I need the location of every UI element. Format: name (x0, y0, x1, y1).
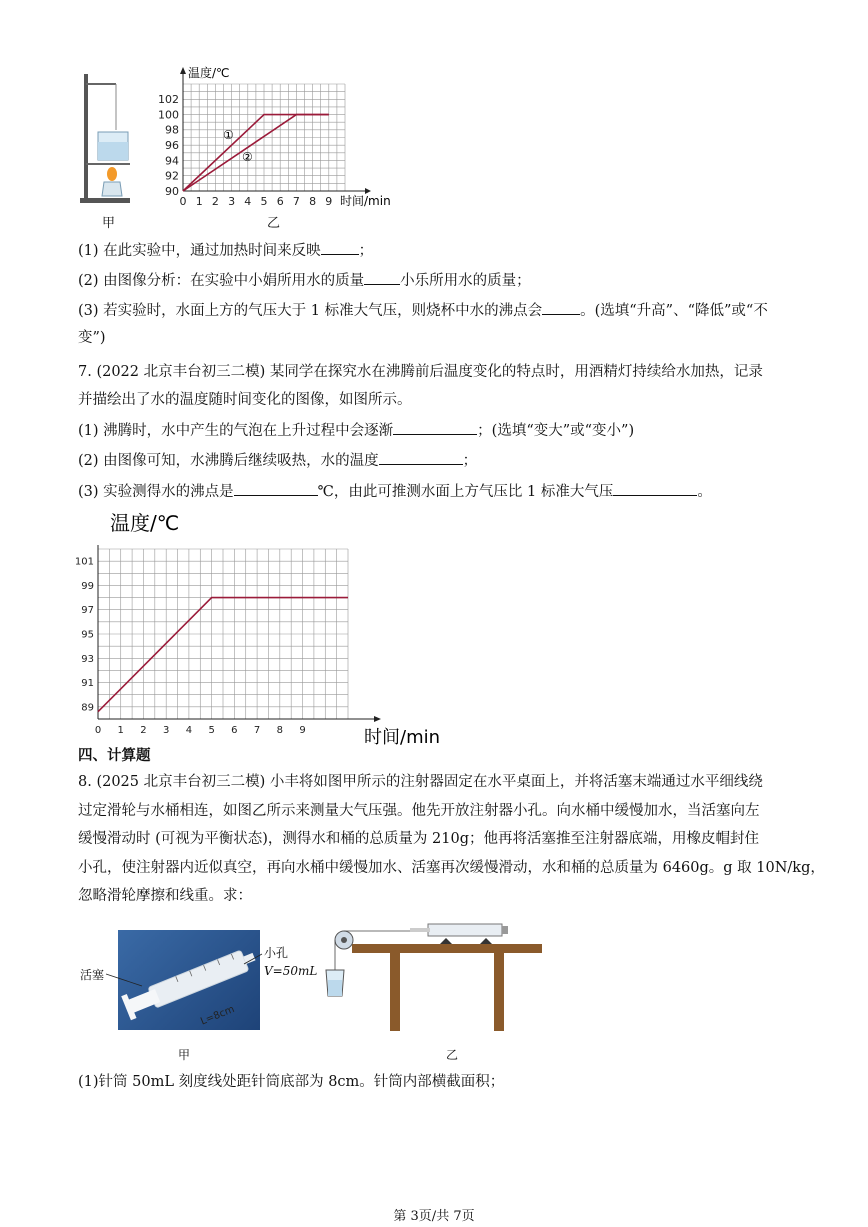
syringe-cap (502, 926, 508, 934)
boiling-apparatus-figure (76, 70, 136, 210)
x-tick-label: 2 (211, 195, 219, 208)
x-tick-label: 7 (253, 725, 261, 736)
q6-blank3[interactable] (542, 300, 580, 315)
support-right (480, 938, 492, 944)
fig8-b-label: 乙 (446, 1048, 459, 1062)
q8-line4: 小孔，使注射器内近似真空，再向水桶中缓慢加水、活塞再次缓慢滑动，水和桶的总质量为 6460g。g 取 10N/kg， (78, 860, 825, 876)
x-tick-label: 6 (276, 195, 284, 208)
table-leg-right (494, 953, 504, 1031)
x-tick-label: 9 (299, 725, 306, 736)
x-tick-label: 1 (117, 725, 124, 736)
x-tick-label: 8 (276, 725, 284, 736)
chart2-grid (98, 549, 348, 719)
y-tick-label: 100 (158, 108, 179, 122)
stand-rod (84, 74, 88, 202)
y-tick-label: 101 (74, 556, 94, 568)
q8-line5: 忽略滑轮摩擦和线重。求： (78, 888, 252, 904)
table-leg-left (390, 953, 400, 1031)
q6-blank2[interactable] (364, 270, 400, 285)
support-left (440, 938, 452, 944)
q8-line2: 过定滑轮与水桶相连，如图乙所示来测量大气压强。他先开放注射器小孔。向水桶中缓慢加水，当活塞向左 (78, 803, 760, 819)
q7-blank4[interactable] (613, 481, 697, 496)
y-tick-label: 90 (165, 184, 179, 198)
q7-blank3[interactable] (234, 481, 318, 496)
syringe-length-label: L=8cm (199, 1003, 237, 1028)
y-tick-label: 91 (81, 678, 94, 690)
y-tick-label: 94 (165, 154, 179, 168)
q7-blank2[interactable] (379, 450, 463, 465)
fig1-chart-label: 乙 (267, 216, 281, 231)
fig8-a-label: 甲 (178, 1048, 191, 1062)
chart1-y-axis-label: 温度/℃ (188, 66, 230, 80)
y-tick-label: 96 (165, 138, 179, 152)
piston-label: 活塞 (80, 968, 105, 982)
page-footer: 第 3页/共 7页 (393, 1209, 475, 1224)
y-tick-label: 97 (81, 605, 94, 617)
x-tick-label: 9 (325, 195, 333, 208)
x-tick-label: 5 (260, 195, 268, 208)
x-tick-label: 3 (162, 725, 170, 736)
chart1-curve2-marker: ② (242, 150, 253, 164)
y-tick-label: 98 (165, 123, 179, 137)
chart2-x-arrow (374, 716, 381, 722)
x-tick-label: 7 (292, 195, 300, 208)
q8-line3: 缓慢滑动时 (可视为平衡状态)，测得水和桶的总质量为 210g；他再将活塞推至注射器底端，用橡皮帽封住 (78, 831, 759, 847)
fig1-apparatus-label: 甲 (102, 216, 116, 231)
x-tick-label: 0 (94, 725, 102, 736)
q6-part3: (3) 若实验时，水面上方的气压大于 1 标准大气压，则烧杯中水的沸点会 。(选填“升高”、“降低”或“不 (78, 300, 768, 321)
hole-label: 小孔 (264, 946, 289, 960)
q7-stem-line2: 并描绘出了水的温度随时间变化的图像，如图所示。 (78, 392, 412, 408)
chart-temperature-boiling (70, 505, 470, 747)
q6-part1: (1) 在此实验中，通过加热时间来反映 ； (78, 240, 373, 261)
y-tick-label: 102 (158, 93, 179, 107)
pulley-axle (341, 937, 347, 943)
x-tick-label: 1 (195, 195, 203, 208)
table-top (352, 944, 542, 953)
chart1-curve1-marker: ① (223, 128, 234, 142)
y-tick-label: 93 (81, 653, 94, 665)
q6-part2: (2) 由图像分析：在实验中小娟所用水的质量 小乐所用水的质量； (78, 270, 531, 291)
bucket-water (328, 980, 342, 996)
q7-part2: (2) 由图像可知，水沸腾后继续吸热，水的温度 ； (78, 450, 477, 471)
q6-blank1[interactable] (321, 240, 359, 255)
q6-part3-continued: 变”) (78, 330, 106, 346)
chart1-y-arrow (180, 67, 186, 74)
chart2-y-axis-label: 温度/℃ (110, 511, 180, 535)
chart2-axes (98, 545, 381, 722)
syringe-plunger-rod (410, 928, 430, 932)
y-tick-label: 89 (81, 702, 94, 714)
syringe-figure (78, 930, 328, 1030)
chart1-x-axis-label: 时间/min (340, 194, 391, 208)
table-pulley-figure (318, 918, 548, 1033)
y-tick-label: 95 (81, 629, 94, 641)
section4-title: 四、计算题 (78, 747, 151, 764)
x-tick-label: 6 (231, 725, 238, 736)
hole-pointer (244, 954, 262, 964)
x-tick-label: 4 (185, 725, 193, 736)
q7-part3: (3) 实验测得水的沸点是 ℃，由此可推测水面上方气压比 1 标准大气压 。 (78, 481, 712, 502)
x-tick-label: 3 (228, 195, 236, 208)
q7-blank1[interactable] (393, 420, 477, 435)
alcohol-lamp (102, 182, 122, 196)
chart1-axes (180, 67, 371, 194)
y-tick-label: 92 (165, 169, 179, 183)
q7-stem-line1: 7. (2022 北京丰台初三二模) 某同学在探究水在沸腾前后温度变化的特点时，用酒精灯持续给水加热，记录 (78, 364, 763, 380)
chart2-x-axis-label: 时间/min (364, 727, 441, 747)
q7-part1: (1) 沸腾时，水中产生的气泡在上升过程中会逐渐 ；(选填“变大”或“变小”) (78, 420, 634, 441)
y-tick-label: 99 (81, 580, 94, 592)
q8-part1: (1)针筒 50mL 刻度线处距针筒底部为 8cm。针筒内部横截面积； (78, 1074, 505, 1090)
x-tick-label: 0 (179, 195, 187, 208)
x-tick-label: 2 (140, 725, 147, 736)
x-tick-label: 5 (208, 725, 215, 736)
x-tick-label: 8 (309, 195, 317, 208)
x-tick-label: 4 (244, 195, 252, 208)
water (98, 142, 128, 160)
q8-line1: 8. (2025 北京丰台初三二模) 小丰将如图甲所示的注射器固定在水平桌面上，并将活塞末端通过水平细线绕 (78, 774, 763, 790)
volume-label: V=50mL (264, 964, 318, 978)
syringe-on-table (428, 924, 502, 936)
piston-pointer (106, 974, 142, 986)
chart-temperature-two-curves (150, 62, 410, 222)
flame (107, 167, 117, 181)
stand-base (80, 198, 130, 203)
